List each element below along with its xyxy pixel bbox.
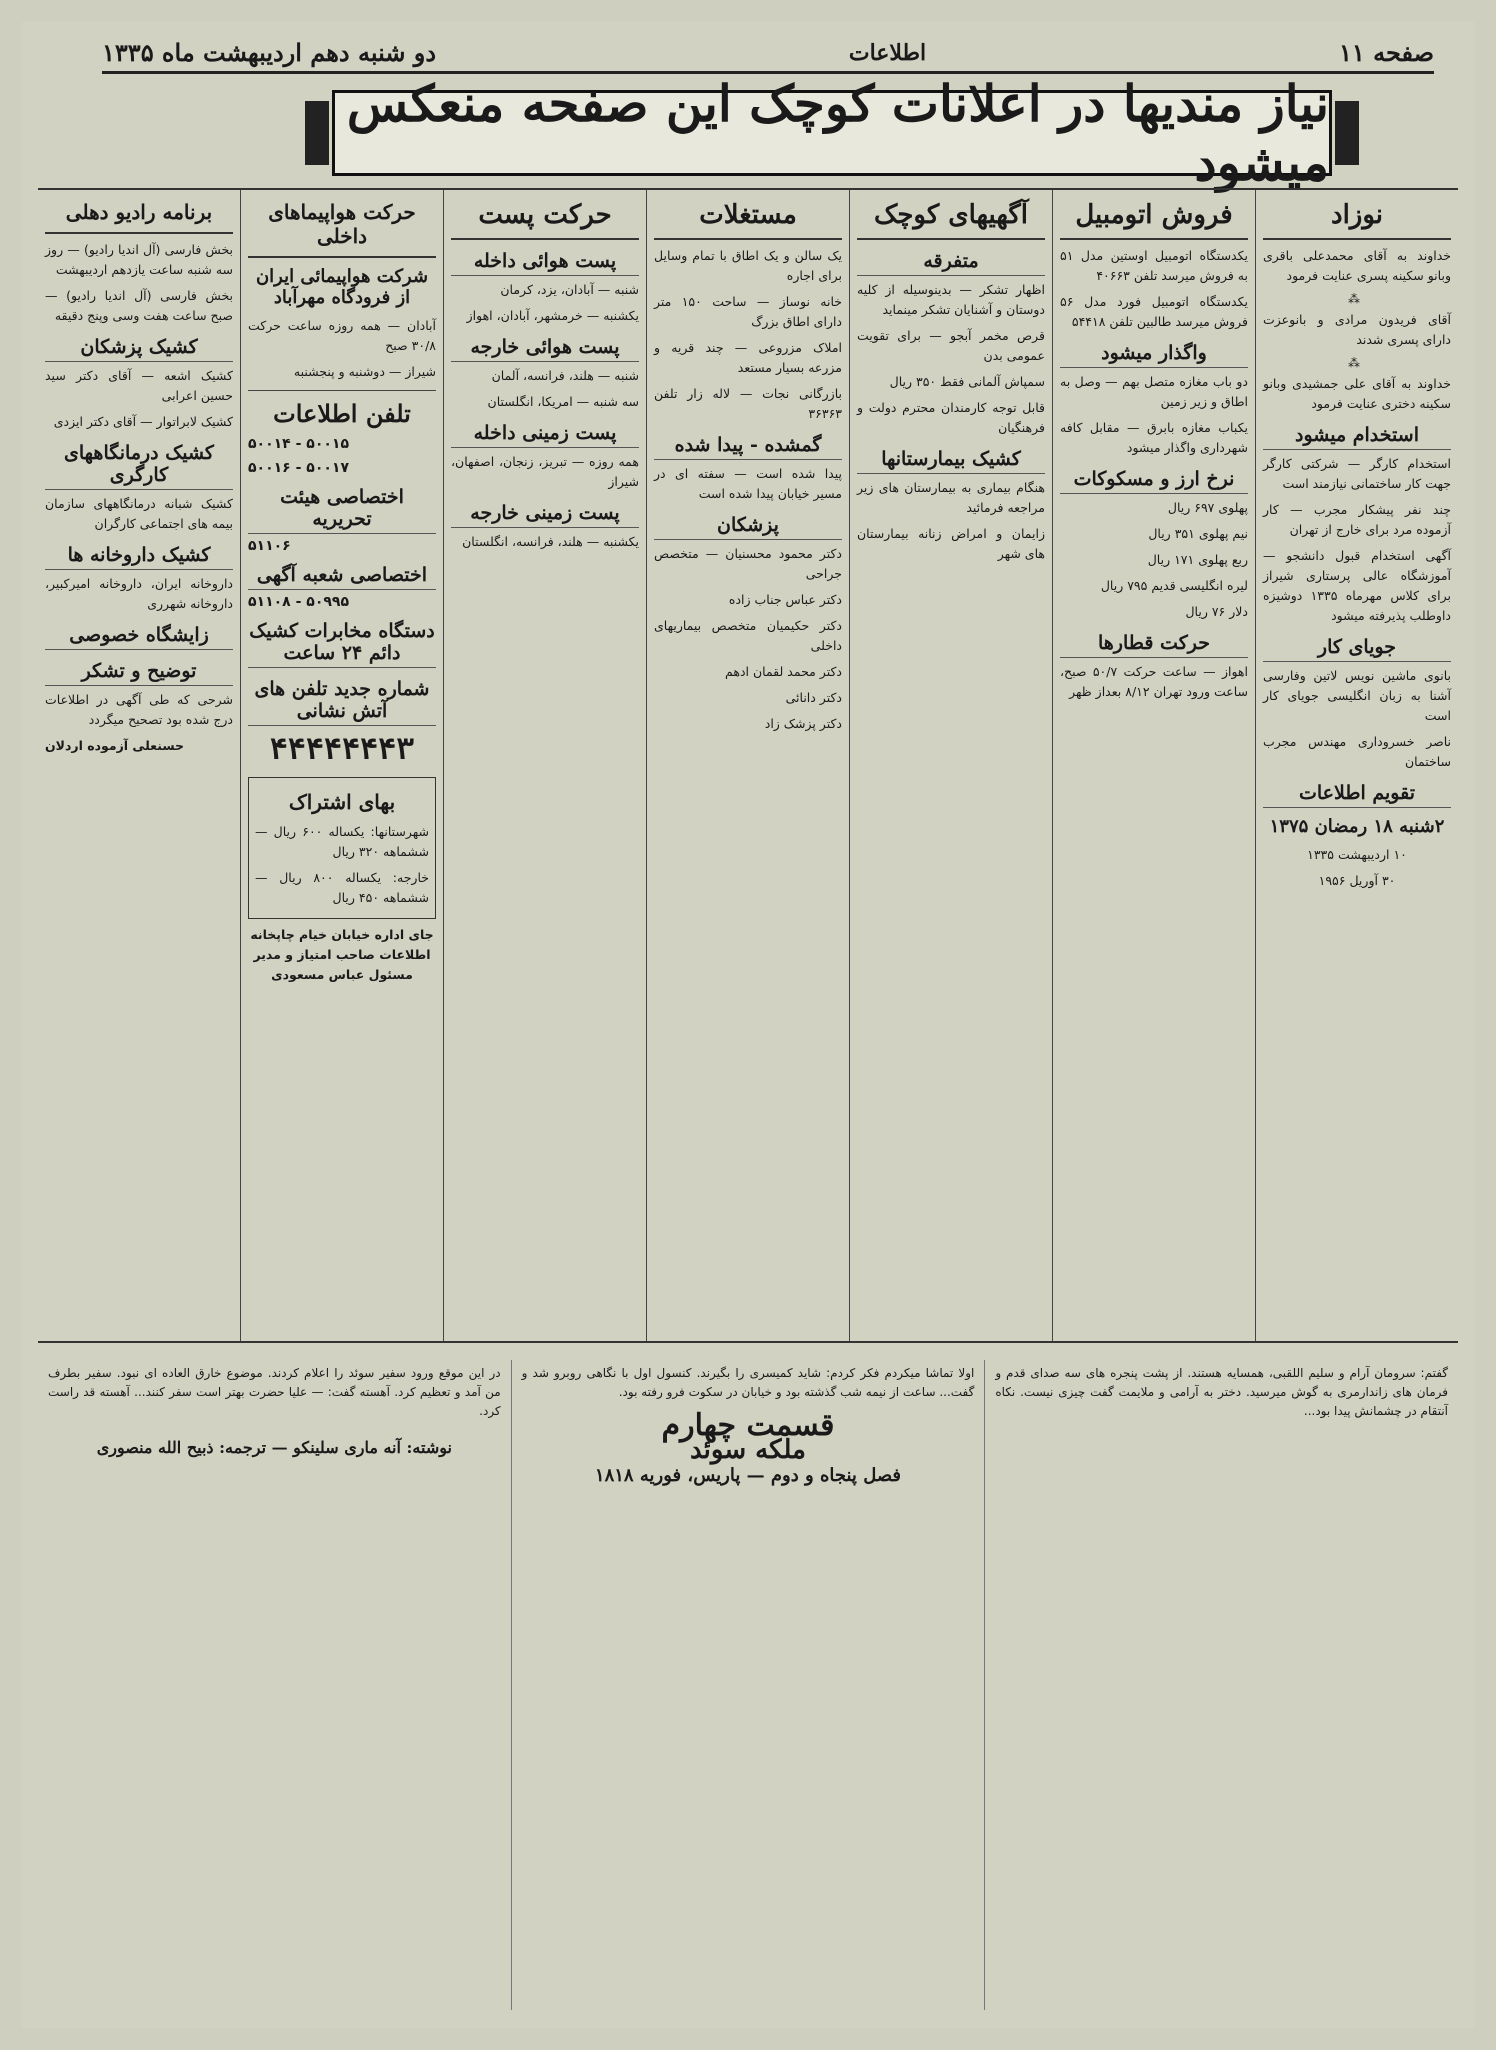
ad-item: اظهار تشکر — بدینوسیله از کلیه دوستان و آشنایان تشکر مینماید <box>857 282 1045 317</box>
airline-name: شرکت هواپیمائی ایران از فرودگاه مهرآباد <box>255 266 429 308</box>
doctor-listing: دکتر حکیمیان متخصص بیماریهای داخلی <box>654 618 842 653</box>
ad-item: قرص مخمر آبجو — برای تقویت عمومی بدن <box>857 328 1045 363</box>
ad-item: خانه نوساز — ساحت ۱۵۰ متر دارای اطاق بزرگ <box>654 294 842 329</box>
ad-item: آگهی استخدام قبول دانشجو — آموزشگاه عالی پرستاری شیراز برای کلاس مهرماه ۱۳۳۵ دوشیزه داوطلب پذیرفته میشود <box>1263 548 1451 623</box>
section-heading: جویای کار <box>1263 636 1451 662</box>
section-heading: استخدام میشود <box>1263 424 1451 450</box>
section-heading: حرکت قطارها <box>1060 632 1248 658</box>
post-schedule: شنبه — هلند، فرانسه، آلمان <box>491 368 639 383</box>
page-header <box>102 34 1434 74</box>
section-heading: کشیک داروخانه ها <box>45 544 233 570</box>
section-heading: واگذار میشود <box>1060 342 1248 368</box>
serial-story <box>38 1360 1458 2010</box>
story-column <box>512 1360 986 2010</box>
subscription-box <box>248 777 436 919</box>
editorial-phone: ۵۱۱۰۶ <box>248 538 291 554</box>
section-heading: اختصاصی هیئت تحریریه <box>248 486 436 534</box>
subscription-row: خارجه: یکساله ۸۰۰ ریال — ششماهه ۴۵۰ ریال <box>255 870 429 905</box>
story-text: گفتم: سرومان آرام و سلیم اللقبی، همسایه هستند. از پشت پنجره های سه صدای قدم و فرمان های زاندارمری به گوش میرسید. دختر به آرامی و ملایمت گفت چیزی نیست. نکاه آنتقام در چشمانش پیدا بود... <box>995 1366 1448 1418</box>
column-real-estate <box>646 190 849 1341</box>
rate-row: پهلوی ۶۹۷ ریال <box>1167 500 1248 515</box>
section-heading: پست زمینی خارجه <box>451 502 639 528</box>
ad-item: کشیک لابراتوار — آقای دکتر ایزدی <box>53 414 233 429</box>
ad-item: استخدام کارگر — شرکتی کارگر جهت کار ساختمانی نیازمند است <box>1263 456 1451 491</box>
subscription-row: شهرستانها: یکساله ۶۰۰ ریال — ششماهه ۳۲۰ ریال <box>255 824 430 859</box>
story-column <box>985 1360 1458 2010</box>
calendar-line: ۱۰ اردیبهشت ۱۳۳۵ <box>1307 847 1407 862</box>
ad-item: هنگام بیماری به بیمارستان های زیر مراجعه فرمائید <box>857 480 1045 515</box>
column-car-sales <box>1052 190 1255 1341</box>
ad-item: قابل توجه کارمندان محترم دولت و فرهنگیان <box>857 400 1045 435</box>
column-radio <box>38 190 240 1341</box>
page-number: صفحه ۱۱ <box>1338 38 1434 67</box>
story-text: اولا تماشا میکردم فکر کردم: شاید کمیسری را بگیرند. کنسول اول با نگاهی روبرو شد و گفت... ساعت از نیمه شب گذشته بود و خیابان در سکوت فرو رفته بود. <box>521 1366 975 1399</box>
section-heading: توضیح و تشکر <box>45 660 233 686</box>
story-signature: نوشته: آنه ماری سلینکو — ترجمه: ذبیح الله منصوری <box>96 1438 452 1457</box>
doctor-listing: دکتر محمود محسنیان — متخصص جراحی <box>654 546 842 581</box>
section-heading: اختصاصی شعبه آگهی <box>248 564 436 590</box>
newspaper-page <box>22 22 1474 2028</box>
post-schedule: شنبه — آبادان، یزد، کرمان <box>500 282 639 297</box>
section-heading: نرخ ارز و مسکوکات <box>1060 468 1248 494</box>
ad-item: یکباب مغازه بابرق — مقابل کافه شهرداری واگذار میشود <box>1060 420 1248 455</box>
doctor-listing: دکتر پزشک زاد <box>764 716 842 731</box>
signoff: حسنعلی آزموده اردلان <box>45 738 185 753</box>
ad-item: خداوند به آقای علی جمشیدی وبانو سکینه دختری عنایت فرمود <box>1263 376 1451 411</box>
ad-item: خداوند به آقای محمدعلی باقری وبانو سکینه پسری عنایت فرمود <box>1263 248 1451 283</box>
ad-item: یکدستگاه اتومبیل اوستین مدل ۵۱ به فروش میرسد تلفن ۴۰۶۶۳ <box>1060 248 1248 283</box>
flight-schedule: شیراز — دوشنبه و پنجشنبه <box>293 364 436 379</box>
ad-item: کشیک اشعه — آقای دکتر سید حسین اعرابی <box>45 368 233 403</box>
ad-item: یکدستگاه اتومبیل فورد مدل ۵۶ فروش میرسد طالبین تلفن ۵۴۴۱۸ <box>1060 294 1248 329</box>
issue-date: دو شنبه دهم اردیبهشت ماه ۱۳۳۵ <box>102 38 437 67</box>
section-heading: پست هوائی خارجه <box>451 336 639 362</box>
rate-row: دلار ۷۶ ریال <box>1185 604 1248 619</box>
column-heading: فروش اتومبیل <box>1060 196 1248 240</box>
rate-row: لیره انگلیسی قدیم ۷۹۵ ریال <box>1100 578 1248 593</box>
flight-schedule: آبادان — همه روزه ساعت حرکت ۳۰/۸ صبح <box>248 318 436 353</box>
ad-item: پیدا شده است — سفته ای در مسیر خیابان پیدا شده است <box>654 466 842 501</box>
column-post <box>443 190 646 1341</box>
column-heading: مستغلات <box>654 196 842 240</box>
ad-item: آقای فریدون مرادی و بانوعزت دارای پسری شدند <box>1263 312 1451 347</box>
fire-phone: ۴۴۴۴۴۴۴۳ <box>269 732 415 767</box>
divider <box>248 390 436 391</box>
section-heading: شماره جدید تلفن های آتش نشانی <box>248 678 436 726</box>
ad-item: ناصر خسروداری مهندس مجرب ساختمان <box>1263 734 1451 769</box>
story-title: ملکه سوئد <box>690 1435 806 1465</box>
section-heading: دستگاه مخابرات کشیک دائم ۲۴ ساعت <box>248 620 436 668</box>
story-column <box>38 1360 512 2010</box>
section-heading: پست زمینی داخله <box>451 422 639 448</box>
publisher-footer: جای اداره خیابان خیام چاپخانه اطلاعات صاحب امتیاز و مدیر مسئول عباس مسعودی <box>250 927 434 982</box>
post-schedule: یکشنبه — هلند، فرانسه، انگلستان <box>462 534 639 549</box>
section-heading: تقویم اطلاعات <box>1263 782 1451 808</box>
ad-item: داروخانه ایران، داروخانه امیرکبیر، داروخانه شهرری <box>45 576 233 611</box>
section-heading: کشیک پزشکان <box>45 336 233 362</box>
ad-item: زایمان و امراض زنانه بیمارستان های شهر <box>857 526 1045 561</box>
ad-item: املاک مزروعی — چند قریه و مزرعه بسیار مستعد <box>654 340 842 375</box>
classified-columns <box>38 188 1458 1343</box>
radio-program: بخش فارسی (آل اندیا رادیو) — صبح ساعت هفت وسی وپنج دقیقه <box>45 288 233 323</box>
column-flights <box>240 190 443 1341</box>
story-text: در این موقع ورود سفیر سوئد را اعلام کردند. موضوع خارق العاده ای نبود. سفیر بطرف من آمد و تعظیم کرد. آهسته گفت: — علیا حضرت بهتر است سفر کنند... آهسته قد راست کرد. <box>47 1366 501 1418</box>
info-phone-title: تلفن اطلاعات <box>273 399 411 428</box>
ad-item: یک سالن و یک اطاق با تمام وسایل برای اجاره <box>654 248 842 283</box>
chapter-title: فصل پنجاه و دوم — پاریس، فوریه ۱۸۱۸ <box>594 1465 902 1486</box>
ad-item: کشیک شبانه درمانگاههای سازمان بیمه های اجتماعی کارگران <box>45 496 233 531</box>
ad-item: شرحی که طی آگهی در اطلاعات درج شده بود تصحیح میگردد <box>45 692 233 727</box>
rate-row: ربع پهلوی ۱۷۱ ریال <box>1147 552 1248 567</box>
section-heading: کشیک درمانگاههای کارگری <box>45 442 233 490</box>
post-schedule: همه روزه — تبریز، زنجان، اصفهان، شیراز <box>451 454 639 489</box>
radio-program: بخش فارسی (آل اندیا رادیو) — روز سه شنبه ساعت یازدهم اردیبهشت <box>45 242 233 277</box>
post-schedule: سه شنبه — امریکا، انگلستان <box>487 394 639 409</box>
column-heading: حرکت هواپیماهای داخلی <box>248 196 436 258</box>
classifieds-banner <box>332 74 1332 192</box>
doctor-listing: دکتر دانائی <box>785 690 842 705</box>
column-heading: حرکت پست <box>451 196 639 240</box>
ad-item: سمپاش آلمانی فقط ۳۵۰ ریال <box>889 374 1045 389</box>
column-heading: نوزاد <box>1263 196 1451 240</box>
column-small-ads <box>849 190 1052 1341</box>
banner-title: نیاز مندیها در اعلانات کوچک این صفحه منعکس میشود <box>346 74 1329 192</box>
calendar-line: ۲شنبه ۱۸ رمضان ۱۳۷۵ <box>1269 816 1445 837</box>
train-schedule: اهواز — ساعت حرکت ۵۰/۷ صبح، ساعت ورود تهران ۸/۱۲ بعداز ظهر <box>1060 664 1248 699</box>
info-phone: ۵۰۰۱۴ - ۵۰۰۱۵ <box>248 436 350 452</box>
ad-item: بانوی ماشین نویس لاتین وفارسی آشنا به زبان انگلیسی جویای کار است <box>1263 668 1451 723</box>
ad-item: چند نفر پیشکار مجرب — کار آزموده مرد برای خارج از تهران <box>1263 502 1451 537</box>
section-heading: گمشده - پیدا شده <box>654 434 842 460</box>
rate-row: نیم پهلوی ۳۵۱ ریال <box>1148 526 1248 541</box>
column-heading: آگهیهای کوچک <box>857 196 1045 240</box>
doctor-listing: دکتر عباس جناب زاده <box>728 592 842 607</box>
section-heading: کشیک بیمارستانها <box>857 448 1045 474</box>
part-title: قسمت چهارم <box>661 1408 835 1443</box>
column-heading: برنامه رادیو دهلی <box>45 196 233 234</box>
info-phone: ۵۰۰۱۶ - ۵۰۰۱۷ <box>248 460 350 476</box>
ad-item: بازرگانی نجات — لاله زار تلفن ۳۶۳۶۳ <box>654 386 842 421</box>
story-title-block <box>522 1408 975 1486</box>
section-heading: پزشکان <box>654 514 842 540</box>
subscription-title: بهای اشتراک <box>288 790 396 814</box>
paper-name: اطلاعات <box>848 39 927 66</box>
section-heading: پست هوائی داخله <box>451 250 639 276</box>
ad-item: دو باب مغازه متصل بهم — وصل به اطاق و زیر زمین <box>1060 374 1248 409</box>
column-births <box>1255 190 1458 1341</box>
post-schedule: یکشنبه — خرمشهر، آبادان، اهواز <box>466 308 639 323</box>
divider: ⁂ <box>1348 356 1366 370</box>
section-heading: متفرقه <box>857 250 1045 276</box>
section-heading: زایشگاه خصوصی <box>45 624 233 650</box>
ads-phone: ۵۱۱۰۸ - ۵۰۹۹۵ <box>248 594 350 610</box>
doctor-listing: دکتر محمد لقمان ادهم <box>725 664 842 679</box>
calendar-line: ۳۰ آوریل ۱۹۵۶ <box>1318 873 1396 888</box>
divider: ⁂ <box>1348 292 1366 306</box>
